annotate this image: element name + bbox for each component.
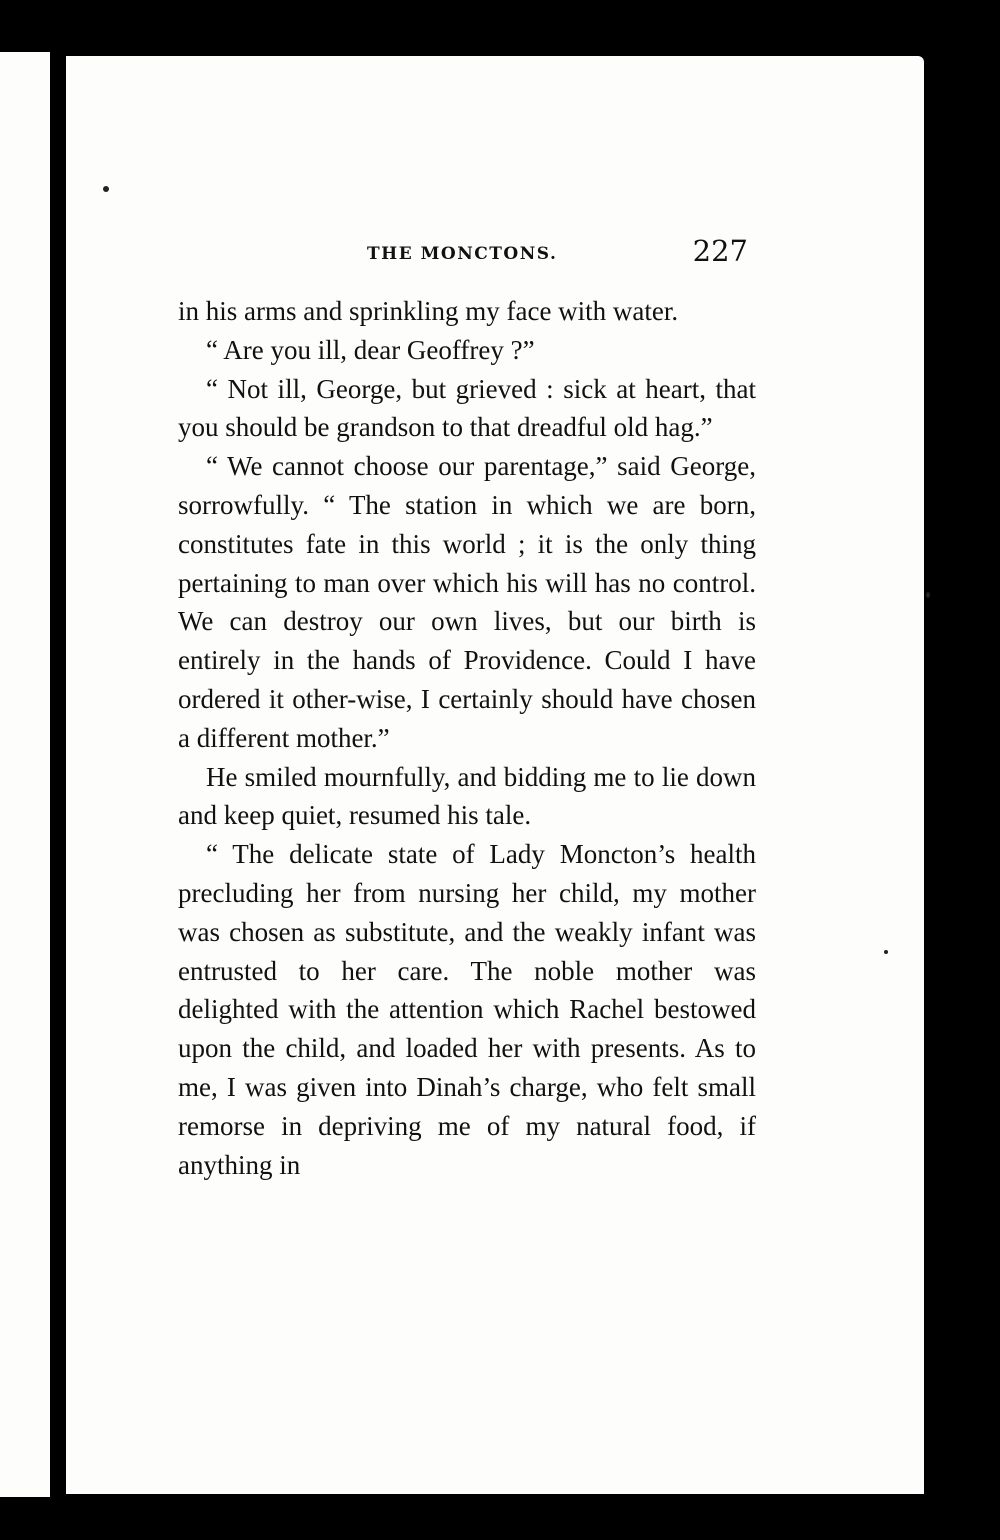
paragraph: He smiled mournfully, and bidding me to lie down and keep quiet, resumed his tale.	[178, 761, 756, 831]
page-number: 227	[692, 234, 748, 268]
running-title: THE MONCTONS.	[367, 244, 558, 264]
running-header	[180, 232, 754, 272]
page-left-edge	[0, 52, 54, 1497]
paragraph: “ The delicate state of Lady Moncton’s health precluding her from nursing her child, my mother was chosen as substitute, and the weakly infant was entrusted to her care. The noble mother was delighted with the attention which Rachel bestowed upon the child, and loaded her with presents. As to me, I was given into Dinah’s charge, who felt small remorse in depriving me of my natural food, if anything in	[178, 839, 756, 1180]
ink-speck	[926, 592, 930, 598]
paragraph: in his arms and sprinkling my face with water.	[178, 296, 679, 326]
paragraph: “ Are you ill, dear Geoffrey ?”	[206, 334, 535, 365]
body-text	[178, 292, 756, 1184]
ink-speck	[884, 950, 888, 954]
paragraph: “ We cannot choose our parentage,” said George, sorrowfully. “ The station in which we are born, constitutes fate in this world ; it is the only thing pertaining to man over which his will has no control. We can destroy our own lives, but our birth is entirely in the hands of Providence. Could I have ordered it other-wise, I certainly should have chosen a different mother.”	[178, 451, 756, 753]
ink-speck	[103, 186, 109, 192]
paragraph: “ Not ill, George, but grieved : sick at heart, that you should be grandson to that dreadful old hag.”	[178, 373, 756, 443]
